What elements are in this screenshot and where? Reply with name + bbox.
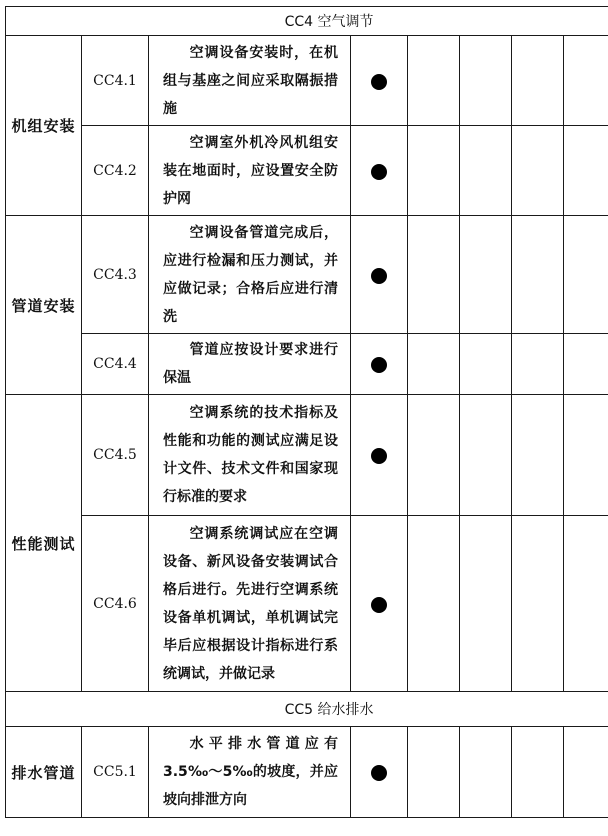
empty-cell [408,395,460,516]
item-code: CC4.6 [82,516,149,692]
item-description: 水平排水管道应有3.5‰～5‰的坡度，并应坡向排泄方向 [149,727,351,818]
empty-cell [460,395,512,516]
empty-cell [408,216,460,334]
table-row [6,126,608,216]
mark-cell [351,727,408,818]
empty-cell [512,216,564,334]
section-title: CC4 空气调节 [6,7,608,36]
empty-cell [408,516,460,692]
filled-dot-icon [371,74,387,90]
empty-cell [564,126,608,216]
table-row [6,395,608,516]
table-row [6,516,608,692]
mark-cell [351,126,408,216]
category-cell: 排水管道 [6,727,82,818]
table-row [6,216,608,334]
item-code: CC4.5 [82,395,149,516]
empty-cell [460,216,512,334]
item-description: 空调设备安装时，在机组与基座之间应采取隔振措施 [149,36,351,126]
filled-dot-icon [371,597,387,613]
empty-cell [408,334,460,395]
empty-cell [460,126,512,216]
mark-cell [351,516,408,692]
empty-cell [564,216,608,334]
item-code: CC5.1 [82,727,149,818]
filled-dot-icon [371,448,387,464]
table-row [6,727,608,818]
empty-cell [408,36,460,126]
empty-cell [564,334,608,395]
empty-cell [512,727,564,818]
empty-cell [512,36,564,126]
section-header-row [6,692,608,727]
mark-cell [351,36,408,126]
filled-dot-icon [371,765,387,781]
category-cell: 管道安装 [6,216,82,395]
item-description: 空调室外机冷风机组安装在地面时，应设置安全防护网 [149,126,351,216]
empty-cell [512,126,564,216]
empty-cell [512,395,564,516]
empty-cell [512,516,564,692]
empty-cell [460,36,512,126]
empty-cell [460,334,512,395]
empty-cell [564,395,608,516]
item-code: CC4.4 [82,334,149,395]
section-title: CC5 给水排水 [6,692,608,727]
empty-cell [564,516,608,692]
requirements-table [5,6,608,818]
item-description: 空调系统的技术指标及性能和功能的测试应满足设计文件、技术文件和国家现行标准的要求 [149,395,351,516]
item-code: CC4.2 [82,126,149,216]
filled-dot-icon [371,164,387,180]
mark-cell [351,334,408,395]
item-description: 管道应按设计要求进行保温 [149,334,351,395]
empty-cell [512,334,564,395]
table-row [6,334,608,395]
mark-cell [351,216,408,334]
filled-dot-icon [371,357,387,373]
empty-cell [408,727,460,818]
mark-cell [351,395,408,516]
filled-dot-icon [371,268,387,284]
item-code: CC4.1 [82,36,149,126]
category-cell: 性能测试 [6,395,82,692]
empty-cell [460,516,512,692]
empty-cell [564,727,608,818]
item-description: 空调设备管道完成后，应进行检漏和压力测试，并应做记录；合格后应进行清洗 [149,216,351,334]
item-code: CC4.3 [82,216,149,334]
empty-cell [564,36,608,126]
category-cell: 机组安装 [6,36,82,216]
section-header-row [6,7,608,36]
item-description: 空调系统调试应在空调设备、新风设备安装调试合格后进行。先进行空调系统设备单机调试，单机调试完毕后应根据设计指标进行系统调试，并做记录 [149,516,351,692]
empty-cell [460,727,512,818]
table-row [6,36,608,126]
empty-cell [408,126,460,216]
